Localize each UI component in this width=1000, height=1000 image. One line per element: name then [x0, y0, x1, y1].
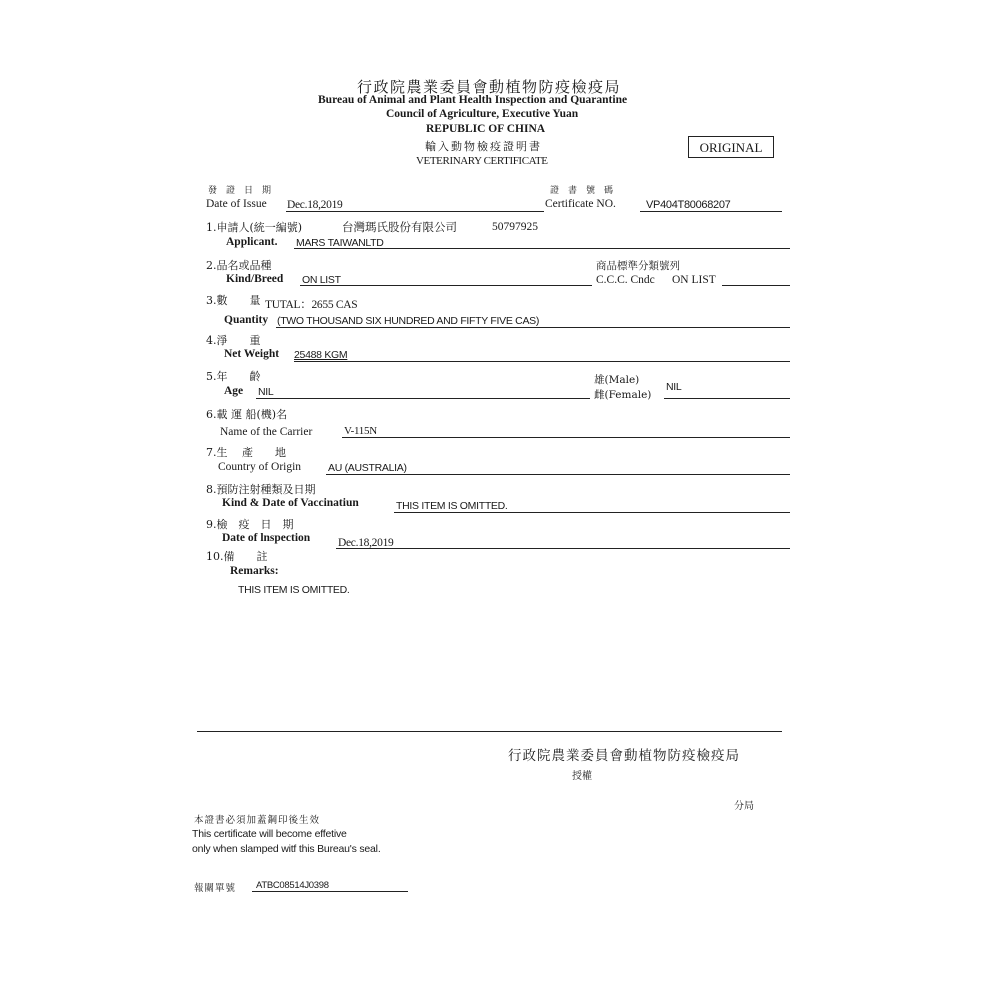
netweight-label-en: Net Weight — [224, 348, 280, 360]
applicant-id: 50797925 — [492, 221, 538, 233]
carrier-value: V-115N — [344, 425, 377, 437]
issue-date-value: Dec.18,2019 — [287, 199, 343, 211]
remarks-label-zh: 10.備 註 — [206, 550, 268, 563]
cert-no-label-zh: 證書號碼 — [550, 186, 623, 196]
inspection-label-en: Date of lnspection — [222, 532, 311, 544]
kind-value: ON LIST — [302, 274, 341, 286]
seal-note-en-2: only when slamped witf this Bureau's seal. — [192, 843, 381, 855]
bureau-title-zh: 行政院農業委員會動植物防疫檢疫局 — [357, 78, 622, 96]
remarks-value: THIS ITEM IS OMITTED. — [238, 584, 350, 596]
inspection-label-zh: 9.檢 疫 日 期 — [206, 518, 294, 531]
carrier-label-zh: 6.載 運 船(機)名 — [206, 408, 288, 421]
certificate-type-en: VETERINARY CERTIFICATE — [416, 155, 548, 167]
applicant-value: MARS TAIWANLTD — [296, 237, 384, 249]
applicant-name-zh: 台灣瑪氏股份有限公司 — [342, 220, 457, 234]
cert-no-line — [640, 211, 782, 212]
ccc-value: ON LIST — [672, 274, 716, 286]
age-label-zh: 5.年 齡 — [206, 370, 261, 383]
carrier-line — [342, 437, 790, 438]
signature-line — [197, 731, 782, 732]
cert-no-label-en: Certificate NO. — [545, 198, 616, 210]
kind-label-zh: 2.品名或品種 — [206, 259, 272, 272]
age-value: NIL — [258, 386, 274, 398]
seal-note-en-1: This certificate will become effetive — [192, 828, 347, 840]
carrier-label-en: Name of the Carrier — [220, 426, 313, 438]
remarks-label-en: Remarks: — [230, 565, 279, 577]
origin-label-en: Country of Origin — [218, 461, 302, 473]
ccc-label-zh: 商品標準分類號列 — [596, 260, 680, 272]
issue-date-label-en: Date of Issue — [206, 198, 267, 210]
vaccination-value: THIS ITEM IS OMITTED. — [396, 500, 508, 512]
quantity-line — [276, 327, 790, 328]
footer-authority-zh: 行政院農業委員會動植物防疫檢疫局 — [508, 748, 740, 764]
origin-label-zh: 7.生 產 地 — [206, 446, 286, 459]
quantity-label-zh: 3.數 量 — [206, 294, 261, 307]
ccc-label-en: C.C.C. Cndc — [596, 274, 655, 286]
netweight-label-zh: 4.淨 重 — [206, 334, 261, 347]
issue-date-line — [286, 211, 544, 212]
quantity-label-en: Quantity — [224, 314, 269, 326]
age-label-en: Age — [224, 385, 244, 397]
female-label: 雌(Female) — [594, 389, 652, 401]
country-name: REPUBLIC OF CHINA — [426, 123, 546, 135]
ccc-line — [722, 285, 790, 286]
quantity-total: TUTAL：2655 CAS — [265, 299, 358, 311]
male-label: 雄(Male) — [594, 374, 640, 386]
cert-no-value: VP404T80068207 — [646, 199, 731, 211]
footer-authorized-zh: 授權 — [572, 771, 592, 782]
issue-date-label-zh: 發證日期 — [208, 186, 281, 196]
kind-label-en: Kind/Breed — [226, 273, 284, 285]
age-line — [256, 398, 590, 399]
netweight-line — [294, 361, 790, 362]
applicant-line — [294, 248, 790, 249]
original-stamp-box: ORIGINAL — [688, 136, 774, 158]
council-name: Council of Agriculture, Executive Yuan — [386, 108, 579, 120]
inspection-line — [336, 548, 790, 549]
quantity-value: (TWO THOUSAND SIX HUNDRED AND FIFTY FIVE CAS) — [277, 315, 540, 327]
declaration-label-zh: 報關單號 — [194, 883, 237, 894]
applicant-label-en: Applicant. — [226, 236, 278, 248]
sex-value: NIL — [666, 381, 682, 393]
kind-line — [300, 285, 592, 286]
origin-line — [326, 474, 790, 475]
seal-note-zh: 本證書必須加蓋鋼印後生效 — [194, 815, 321, 826]
applicant-label-zh: 1.申請人(統一編號) — [206, 221, 303, 234]
vaccination-label-zh: 8.預防注射種類及日期 — [206, 483, 316, 496]
vaccination-label-en: Kind & Date of Vaccinatiun — [222, 497, 359, 509]
inspection-value: Dec.18,2019 — [338, 537, 394, 549]
declaration-line — [252, 891, 408, 892]
certificate-type-zh: 輸入動物檢疫證明書 — [425, 140, 542, 153]
netweight-value: 25488 KGM — [294, 349, 348, 361]
sex-line — [664, 398, 790, 399]
declaration-value: ATBC08514J0398 — [256, 880, 329, 891]
bureau-title-en: Bureau of Animal and Plant Health Inspection and Quarantine — [318, 94, 628, 106]
vaccination-line — [394, 512, 790, 513]
footer-branch-zh: 分局 — [734, 801, 754, 812]
origin-value: AU (AUSTRALIA) — [328, 462, 407, 474]
